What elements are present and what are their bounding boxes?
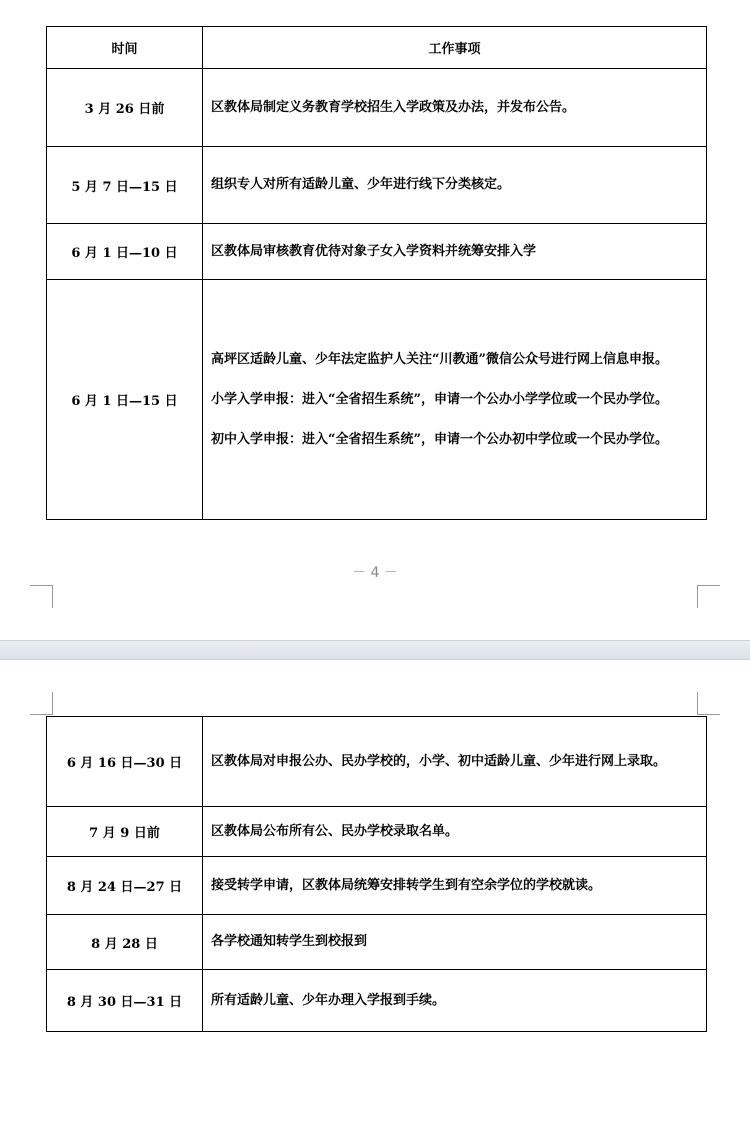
row-item — [203, 807, 707, 857]
row-time: 7 月 9 日前 — [47, 807, 203, 857]
row-item-text: 接受转学申请，区教体局统筹安排转学生到有空余学位的学校就读。 — [211, 877, 602, 893]
table-row — [47, 857, 707, 915]
page-separator — [0, 640, 750, 660]
table-row — [47, 280, 707, 520]
margin-corner-mark — [30, 692, 53, 715]
document-page-2 — [0, 660, 750, 1131]
schedule-table-part-1 — [46, 26, 707, 520]
row-item — [203, 857, 707, 915]
row-item — [203, 280, 707, 520]
row-time: 6 月 16 日—30 日 — [47, 717, 203, 807]
row-item — [203, 147, 707, 224]
table-row — [47, 970, 707, 1032]
table-row — [47, 807, 707, 857]
row-item-text: 所有适龄儿童、少年办理入学报到手续。 — [211, 992, 446, 1008]
margin-corner-mark — [697, 585, 720, 608]
row-item — [203, 69, 707, 147]
row-time: 3 月 26 日前 — [47, 69, 203, 147]
row-item — [203, 915, 707, 970]
table-row — [47, 915, 707, 970]
row-time: 6 月 1 日—10 日 — [47, 224, 203, 280]
row-item-text: 各学校通知转学生到校报到 — [211, 934, 368, 949]
row-time: 6 月 1 日—15 日 — [47, 280, 203, 520]
table-row — [47, 147, 707, 224]
table-header-row — [47, 27, 707, 69]
row-item-text: 区教体局公布所有公、民办学校录取名单。 — [211, 823, 459, 839]
schedule-table-part-2 — [46, 716, 707, 1032]
table-row — [47, 69, 707, 147]
table-row — [47, 717, 707, 807]
margin-corner-mark — [30, 585, 53, 608]
header-item: 工作事项 — [203, 27, 707, 69]
row-item — [203, 970, 707, 1032]
row-item-text: 区教体局对申报公办、民办学校的，小学、初中适龄儿童、少年进行网上录取。 — [211, 753, 667, 769]
page-number: － 4 － — [352, 565, 398, 581]
row-time: 8 月 24 日—27 日 — [47, 857, 203, 915]
row-time: 8 月 28 日 — [47, 915, 203, 970]
row-item-text: 区教体局审核教育优待对象子女入学资料并统筹安排入学 — [211, 243, 537, 259]
row-item-text: 区教体局制定义务教育学校招生入学政策及办法，并发布公告。 — [211, 99, 576, 115]
row-item-text: 初中入学申报：进入“全省招生系统”，申请一个公办初中学位或一个民办学位。 — [211, 431, 668, 447]
margin-corner-mark — [697, 692, 720, 715]
row-item — [203, 224, 707, 280]
row-item-text: 小学入学申报：进入“全省招生系统”，申请一个公办小学学位或一个民办学位。 — [211, 391, 668, 407]
row-item — [203, 717, 707, 807]
row-time: 5 月 7 日—15 日 — [47, 147, 203, 224]
row-time: 8 月 30 日—31 日 — [47, 970, 203, 1032]
table-row — [47, 224, 707, 280]
row-item-text: 高坪区适龄儿童、少年法定监护人关注“川教通”微信公众号进行网上信息申报。 — [211, 351, 668, 367]
row-item-text: 组织专人对所有适龄儿童、少年进行线下分类核定。 — [211, 177, 511, 192]
header-time: 时间 — [47, 27, 203, 69]
